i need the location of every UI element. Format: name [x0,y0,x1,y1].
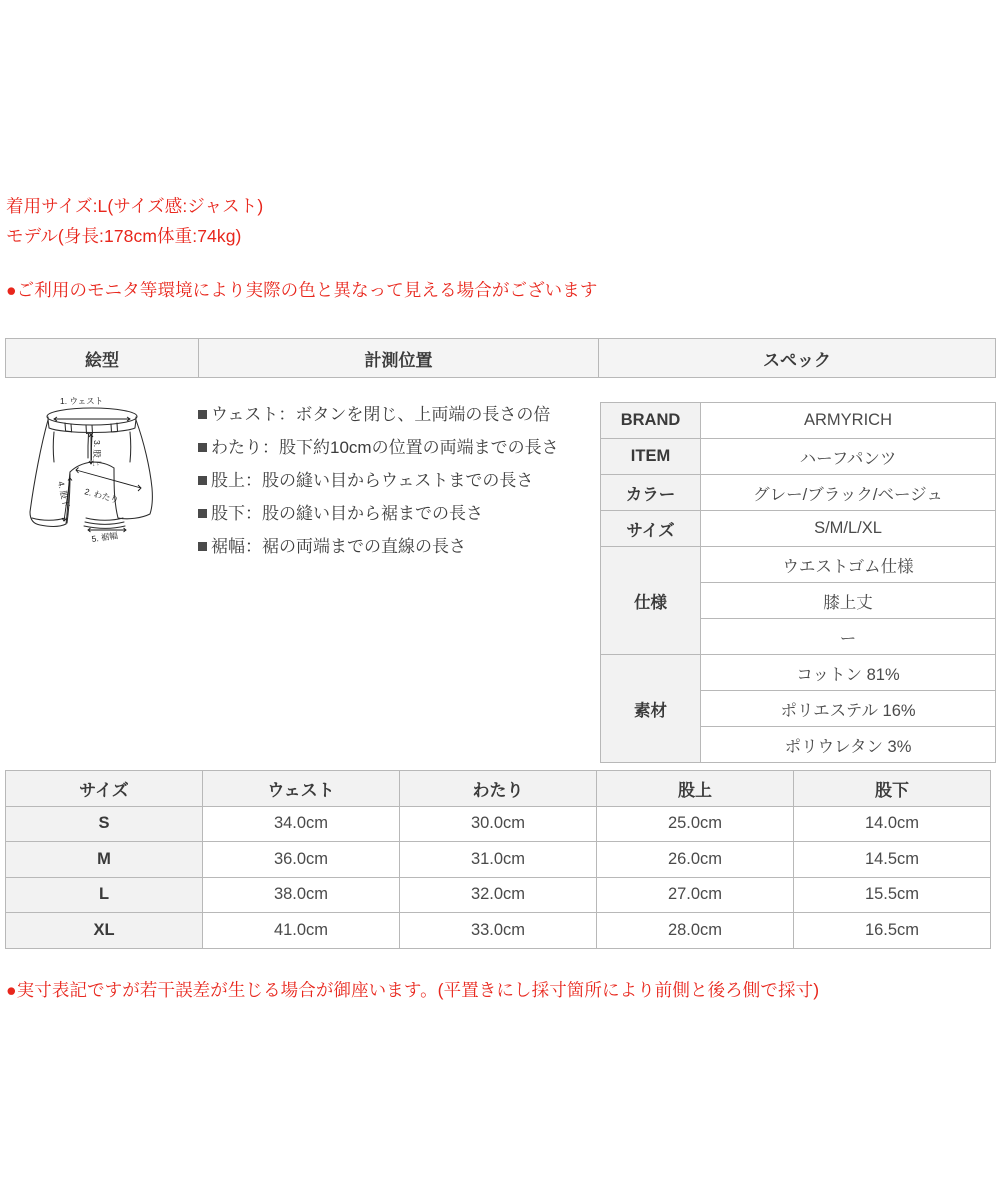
list-item [198,497,593,530]
size-value: 14.0cm [794,806,991,842]
model-wearing-size-note: 着用サイズ:L(サイズ感:ジャスト) [6,196,264,216]
table-row [601,403,996,439]
size-value: 15.5cm [794,877,991,913]
diagram-label-waist: 1. ウェスト [60,396,104,406]
size-value: 28.0cm [597,913,794,949]
list-item [198,398,593,431]
header-cell-measure-position: 計測位置 [199,339,599,378]
spec-value-feature-2: 膝上丈 [701,583,996,619]
list-item-label: 股下：股の縫い目から裾までの長さ [211,504,483,523]
table-row [601,511,996,547]
bullet-square-icon [198,443,207,452]
spec-value-feature-3: ー [701,619,996,655]
spec-value-material-2: ポリエステル 16% [701,691,996,727]
size-col-watari: わたり [400,771,597,807]
spec-value-color: グレー/ブラック/ベージュ [701,475,996,511]
spec-value-material-3: ポリウレタン 3% [701,727,996,763]
size-measurement-table [5,770,991,949]
diagram-label-inseam: 4. 股下 [56,480,72,509]
size-value: 38.0cm [203,877,400,913]
spec-value-item: ハーフパンツ [701,439,996,475]
table-row [6,806,991,842]
list-item [198,464,593,497]
measurement-disclaimer-note: ●実寸表記ですが若干誤差が生じる場合が御座います。(平置きにし採寸箇所により前側と後ろ側で採寸) [6,980,820,1000]
header-cell-spec: スペック [599,339,996,378]
list-item-label: ウェスト：ボタンを閉じ、上両端の長さの倍 [211,405,551,424]
diagram-label-hem: 5. 裾幅 [90,530,119,544]
size-value: 26.0cm [597,842,794,878]
diagram-label-rise: 3. 股上 [92,440,102,467]
size-col-rise: 股上 [597,771,794,807]
size-value: 33.0cm [400,913,597,949]
bullet-square-icon [198,509,207,518]
bullet-square-icon [198,476,207,485]
size-col-size: サイズ [6,771,203,807]
spec-label-brand: BRAND [601,403,701,439]
list-item [198,431,593,464]
list-item-label: 股上：股の縫い目からウェストまでの長さ [211,471,534,490]
spec-value-size: S/M/L/XL [701,511,996,547]
size-value: 14.5cm [794,842,991,878]
table-row [601,547,996,583]
size-value: 36.0cm [203,842,400,878]
section-header-table [5,338,996,378]
size-value: 32.0cm [400,877,597,913]
table-row [601,655,996,691]
list-item-label: 裾幅：裾の両端までの直線の長さ [211,537,466,556]
size-value: 27.0cm [597,877,794,913]
size-col-waist: ウェスト [203,771,400,807]
spec-value-material-1: コットン 81% [701,655,996,691]
bullet-square-icon [198,410,207,419]
bullet-square-icon [198,542,207,551]
size-cell: L [6,877,203,913]
table-row [601,439,996,475]
spec-label-material: 素材 [601,655,701,763]
size-col-inseam: 股下 [794,771,991,807]
spec-value-feature-1: ウエストゴム仕様 [701,547,996,583]
table-row [6,913,991,949]
spec-label-size: サイズ [601,511,701,547]
table-row [6,339,996,378]
spec-label-features: 仕様 [601,547,701,655]
model-body-note: モデル(身長:178cm体重:74kg) [6,226,242,246]
list-item-label: わたり：股下約10cmの位置の両端までの長さ [211,438,559,457]
spec-value-brand: ARMYRICH [701,403,996,439]
size-cell: M [6,842,203,878]
size-value: 41.0cm [203,913,400,949]
spec-table [600,402,996,763]
size-cell: S [6,806,203,842]
diagram-label-watari: 2. わたり [83,486,120,505]
header-cell-diagram: 絵型 [6,339,199,378]
size-value: 25.0cm [597,806,794,842]
spec-label-item: ITEM [601,439,701,475]
monitor-color-note: ●ご利用のモニタ等環境により実際の色と異なって見える場合がございます [6,280,598,300]
spec-label-color: カラー [601,475,701,511]
size-value: 34.0cm [203,806,400,842]
size-value: 30.0cm [400,806,597,842]
table-row [601,475,996,511]
size-value: 16.5cm [794,913,991,949]
measure-position-list [198,398,593,563]
table-row [6,842,991,878]
list-item [198,530,593,563]
size-cell: XL [6,913,203,949]
table-row [6,877,991,913]
table-header-row [6,771,991,807]
size-value: 31.0cm [400,842,597,878]
shorts-diagram [8,390,194,560]
